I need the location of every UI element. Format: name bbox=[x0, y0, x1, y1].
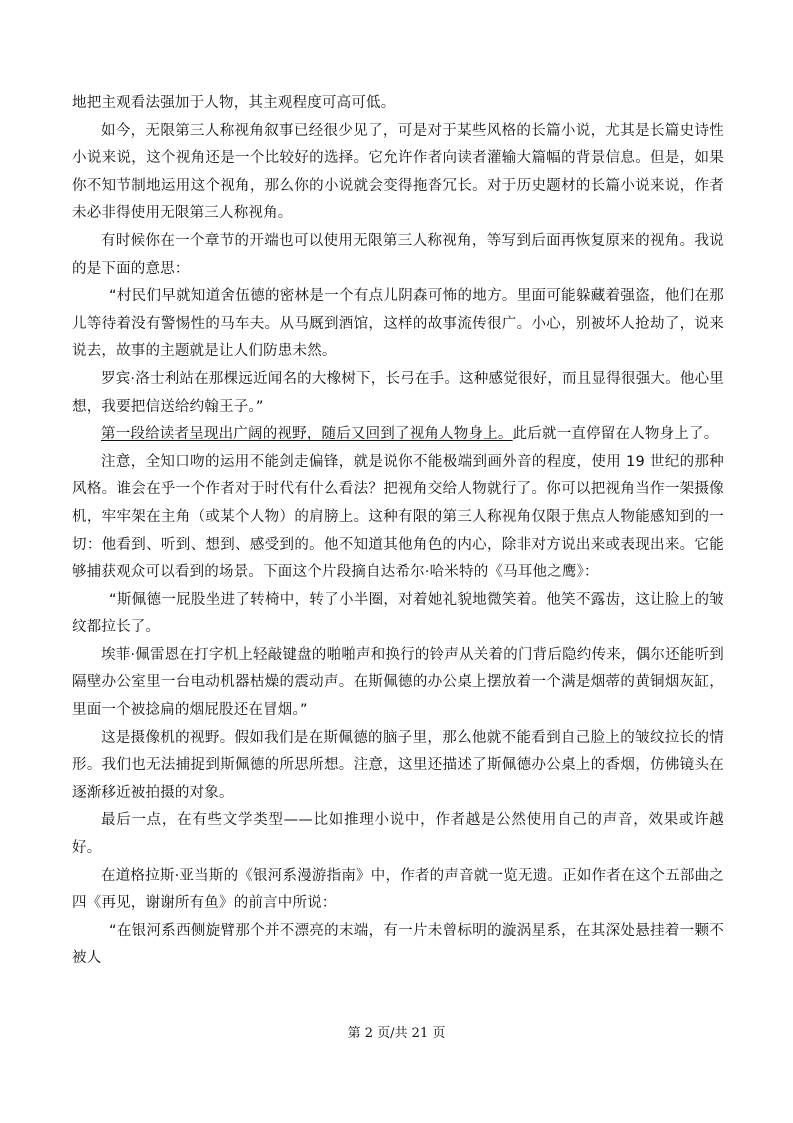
underlined-sentence: 第一段给读者呈现出广阔的视野，随后又回到了视角人物身上。 bbox=[101, 426, 513, 443]
paragraph-text: 此后就一直停留在人物身上了。 bbox=[512, 426, 719, 443]
paragraph: 最后一点，在有些文学类型——比如推理小说中，作者越是公然使用自己的声音，效果或许越好。 bbox=[72, 812, 724, 857]
paragraph: 如今，无限第三人称视角叙事已经很少见了，可是对于某些风格的长篇小说，尤其是长篇史诗性小说来说，这个视角还是一个比较好的选择。它允许作者向读者灌输大篇幅的背景信息。但是，如果你不知节制地运用这个视角，那么你的小说就会变得拖沓冗长。对于历史题材的长篇小说来说，作者未必非得使用无限第三人称视角。 bbox=[72, 122, 724, 222]
paragraph bbox=[72, 421, 724, 449]
page-number: 第 2 页/共 21 页 bbox=[347, 1026, 446, 1041]
paragraph: 罗宾·洛士利站在那棵远近闻名的大橡树下，长弓在手。这种感觉很好，而且显得很强大。他心里想，我要把信送给约翰王子。” bbox=[72, 370, 724, 415]
document-body bbox=[72, 90, 724, 973]
paragraph: 有时候你在一个章节的开端也可以使用无限第三人称视角，等写到后面再恢复原来的视角。我说的是下面的意思： bbox=[72, 232, 724, 277]
paragraph: 埃菲·佩雷恩在打字机上轻敲键盘的啪啪声和换行的铃声从关着的门背后隐约传来，偶尔还能听到隔壁办公室里一台电动机器枯燥的震动声。在斯佩德的办公桌上摆放着一个满是烟蒂的黄铜烟灰缸，里面一个被捻扁的烟屁股还在冒烟。” bbox=[72, 646, 724, 719]
paragraph: 这是摄像机的视野。假如我们是在斯佩德的脑子里，那么他就不能看到自己脸上的皱纹拉长的情形。我们也无法捕捉到斯佩德的所思所想。注意，这里还描述了斯佩德办公桌上的香烟，仿佛镜头在逐渐移近被拍摄的对象。 bbox=[72, 729, 724, 801]
quote-paragraph: “村民们早就知道舍伍德的密林是一个有点儿阴森可怖的地方。里面可能躲藏着强盗，他们在那儿等待着没有警惕性的马车夫。从马厩到酒馆，这样的故事流传很广。小心，别被坏人抢劫了，说来说去，故事的主题就是让人们防患未然。 bbox=[72, 288, 724, 360]
quote-paragraph: “斯佩德一屁股坐进了转椅中，转了小半圈，对着她礼貌地微笑着。他笑不露齿，这让脸上的皱纹都拉长了。 bbox=[72, 591, 724, 636]
quote-paragraph: “在银河系西侧旋臂那个并不漂亮的末端，有一片未曾标明的漩涡星系，在其深处悬挂着一颗不被人 bbox=[72, 922, 724, 967]
paragraph: 注意，全知口吻的运用不能剑走偏锋，就是说你不能极端到画外音的程度，使用 19 世纪的那种风格。谁会在乎一个作者对于时代有什么看法？把视角交给人物就行了。你可以把视角当作一架摄像机，牢牢架在主角（或某个人物）的肩膀上。这种有限的第三人称视角仅限于焦点人物能感知到的一切：他看到、听到、想到、感受到的。他不知道其他角色的内心，除非对方说出来或表现出来。它能够捕获观众可以看到的场景。下面这个片段摘自达希尔·哈米特的《马耳他之鹰》： bbox=[72, 453, 724, 581]
paragraph: 在道格拉斯·亚当斯的《银河系漫游指南》中，作者的声音就一览无遗。正如作者在这个五部曲之四《再见，谢谢所有鱼》的前言中所说： bbox=[72, 867, 724, 912]
paragraph: 地把主观看法强加于人物，其主观程度可高可低。 bbox=[72, 95, 396, 111]
